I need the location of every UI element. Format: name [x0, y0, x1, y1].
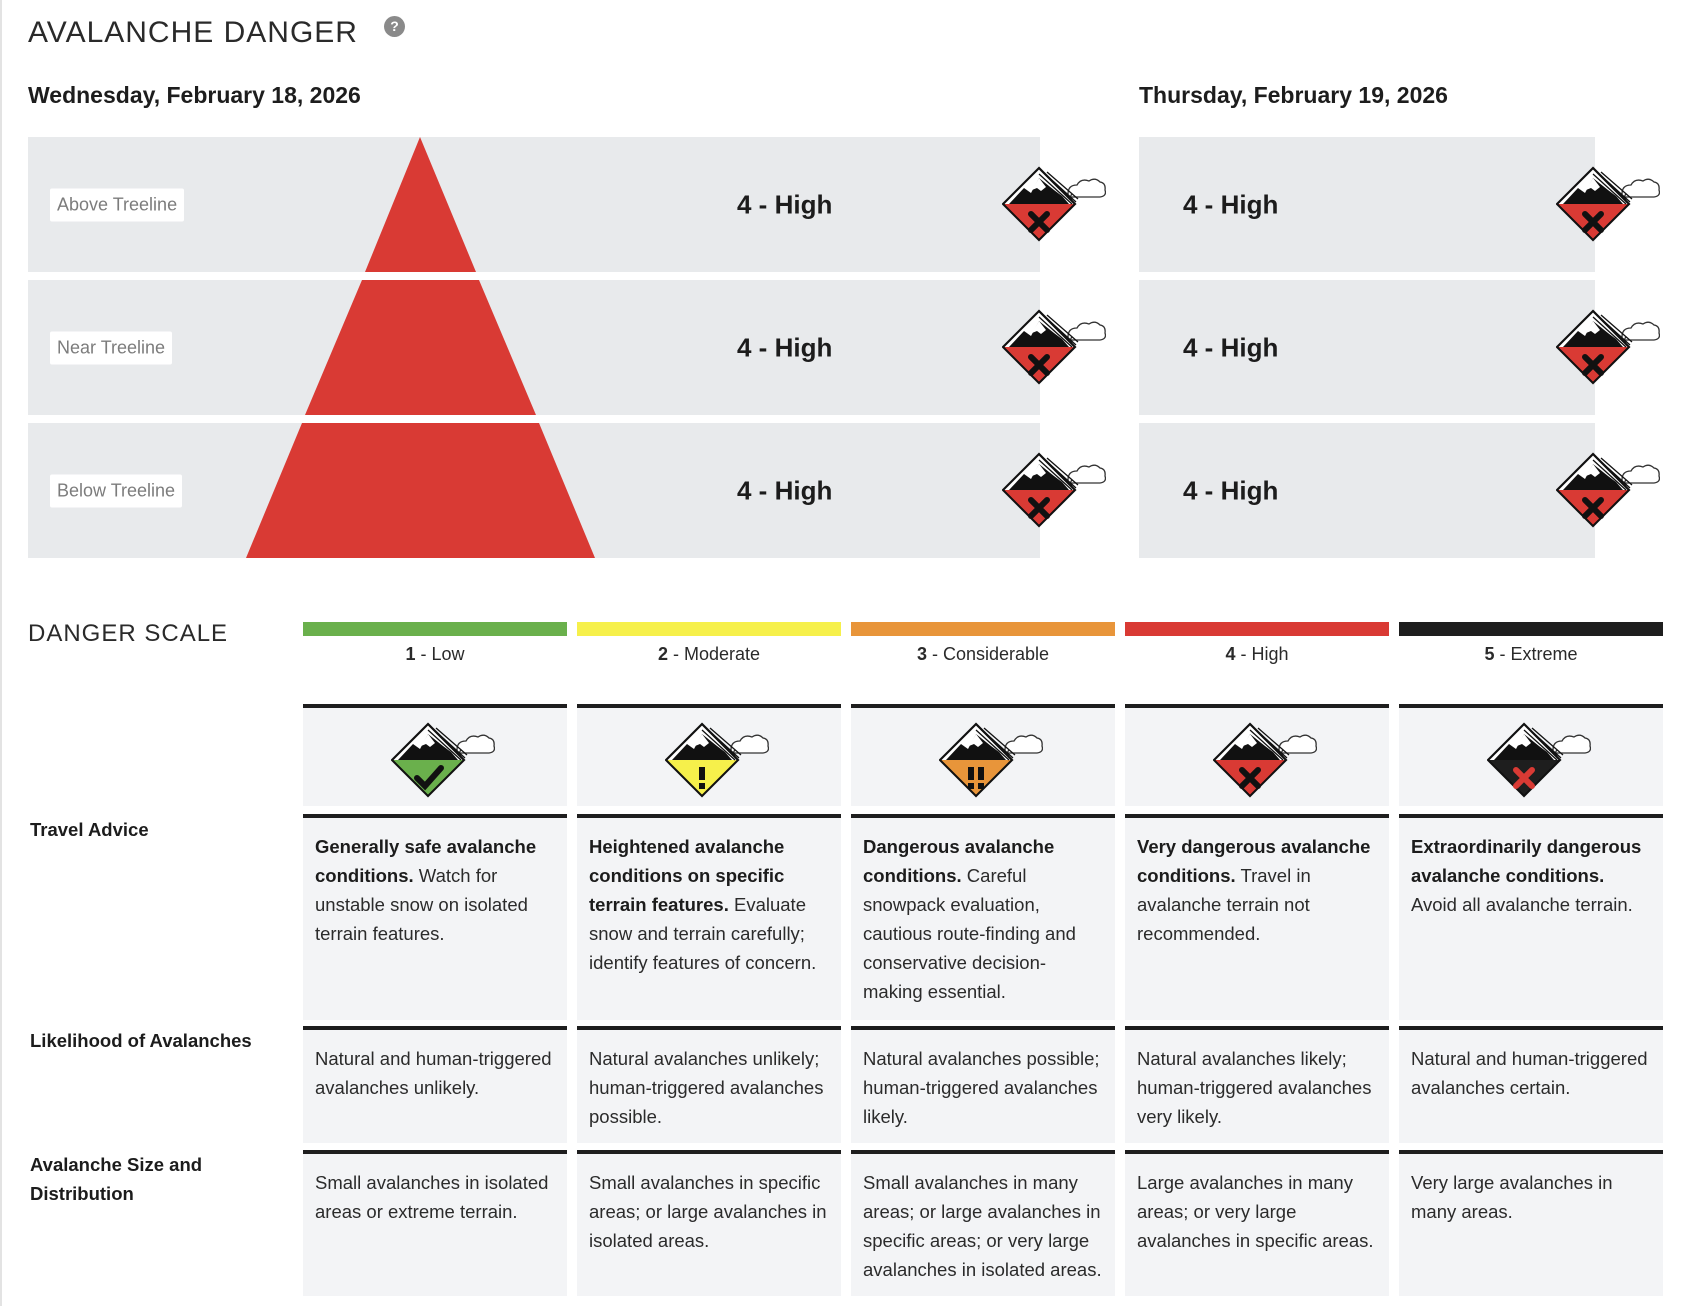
danger-3-considerable-icon — [939, 722, 1043, 802]
size-distribution-cell: Small avalanches in isolated areas or extreme terrain. — [303, 1150, 567, 1296]
danger-5-extreme-icon — [1487, 722, 1591, 802]
travel-advice-label: Travel Advice — [30, 819, 149, 840]
day-2-below-treeline-rating: 4 - High — [1183, 475, 1279, 506]
size-distribution-cell: Very large avalanches in many areas. — [1399, 1150, 1663, 1296]
danger-1-low-icon — [391, 722, 495, 802]
day-1-below-treeline-rating: 4 - High — [737, 475, 833, 506]
level-name: 1 - Low — [405, 644, 465, 664]
day-1-near-treeline-rating: 4 - High — [737, 332, 833, 363]
day-2-above-treeline-rating: 4 - High — [1183, 189, 1279, 220]
danger-2-moderate-icon — [665, 722, 769, 802]
travel-advice-cell: Heightened avalanche conditions on specific terrain features. Evaluate snow and terrain carefully; identify features of concern. — [577, 814, 841, 1020]
level-name: 5 - Extreme — [1484, 644, 1578, 664]
size-distribution-cell: Small avalanches in specific areas; or large avalanches in isolated areas. — [577, 1150, 841, 1296]
level-color-bar — [1125, 622, 1389, 636]
size-distribution-label — [30, 1150, 202, 1208]
day-1-below-treeline-row — [28, 423, 1040, 558]
size-distribution-label-line-1: Avalanche Size and — [30, 1154, 203, 1175]
day-2-date: Thursday, February 19, 2026 — [1139, 82, 1448, 108]
level-color-bar — [303, 622, 567, 636]
level-name: 3 - Considerable — [916, 644, 1050, 664]
size-distribution-cell: Large avalanches in many areas; or very large avalanches in specific areas. — [1125, 1150, 1389, 1296]
danger-4-high-icon — [1556, 452, 1660, 532]
level-color-bar — [1399, 622, 1663, 636]
level-name: 2 - Moderate — [657, 644, 761, 664]
day-1-date: Wednesday, February 18, 2026 — [28, 82, 361, 108]
size-distribution-cell: Small avalanches in many areas; or large avalanches in specific areas; or very large avalanches in isolated areas. — [851, 1150, 1115, 1296]
size-distribution-label-line-2: Distribution — [30, 1183, 134, 1204]
level-color-bar — [577, 622, 841, 636]
danger-4-high-icon — [1556, 166, 1660, 246]
elevation-label-near-treeline: Near Treeline — [50, 331, 172, 364]
travel-advice-cell: Very dangerous avalanche conditions. Travel in avalanche terrain not recommended. — [1125, 814, 1389, 1020]
likelihood-cell: Natural avalanches possible; human-triggered avalanches likely. — [851, 1026, 1115, 1143]
page-title: AVALANCHE DANGER — [28, 16, 358, 49]
travel-advice-cell: Dangerous avalanche conditions. Careful snowpack evaluation, cautious route-finding and conservative decision-making essential. — [851, 814, 1115, 1020]
travel-advice-cell: Generally safe avalanche conditions. Watch for unstable snow on isolated terrain features. — [303, 814, 567, 1020]
danger-4-high-icon — [1002, 452, 1106, 532]
day-1-near-treeline-row — [28, 280, 1040, 415]
level-icon-cell — [1399, 704, 1663, 806]
level-icon-cell — [851, 704, 1115, 806]
likelihood-cell: Natural and human-triggered avalanches certain. — [1399, 1026, 1663, 1143]
likelihood-cell: Natural avalanches likely; human-triggered avalanches very likely. — [1125, 1026, 1389, 1143]
danger-4-high-icon — [1002, 166, 1106, 246]
level-name: 4 - High — [1225, 644, 1289, 664]
level-icon-cell — [1125, 704, 1389, 806]
likelihood-label: Likelihood of Avalanches — [30, 1030, 252, 1051]
danger-scale-title: DANGER SCALE — [28, 620, 229, 647]
level-color-bar — [851, 622, 1115, 636]
danger-4-high-icon — [1213, 722, 1317, 802]
level-icon-cell — [303, 704, 567, 806]
likelihood-cell: Natural avalanches unlikely; human-triggered avalanches possible. — [577, 1026, 841, 1143]
travel-advice-cell: Extraordinarily dangerous avalanche conditions. Avoid all avalanche terrain. — [1399, 814, 1663, 1020]
help-icon[interactable]: ? — [384, 16, 405, 37]
elevation-label-below-treeline: Below Treeline — [50, 474, 182, 507]
elevation-label-above-treeline: Above Treeline — [50, 188, 184, 221]
day-2-near-treeline-rating: 4 - High — [1183, 332, 1279, 363]
day-1-above-treeline-row — [28, 137, 1040, 272]
level-icon-cell — [577, 704, 841, 806]
day-1-above-treeline-rating: 4 - High — [737, 189, 833, 220]
danger-4-high-icon — [1556, 309, 1660, 389]
danger-4-high-icon — [1002, 309, 1106, 389]
likelihood-cell: Natural and human-triggered avalanches unlikely. — [303, 1026, 567, 1143]
